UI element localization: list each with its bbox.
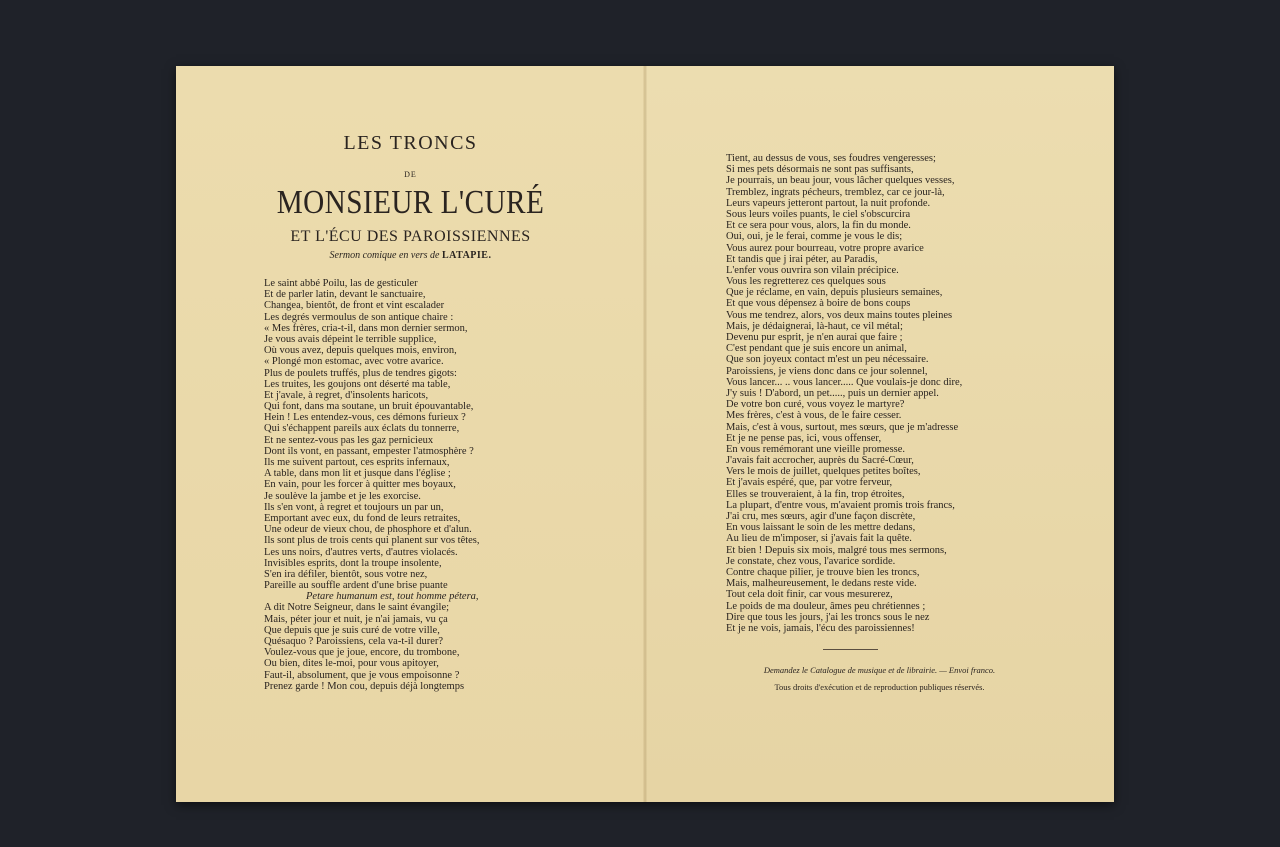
divider-rule — [823, 649, 878, 650]
verse-line: Vous les regretterez ces quelques sous — [726, 276, 886, 288]
verse-line: Où vous avez, depuis quelques mois, environ, — [264, 345, 457, 357]
verse-line: Paroissiens, je viens donc dans ce jour solennel, — [726, 365, 928, 377]
verse-line: Que je réclame, en vain, depuis plusieurs semaines, — [726, 287, 943, 299]
verse-line: A dit Notre Seigneur, dans le saint évangile; — [264, 602, 450, 614]
verse-line: Les degrés vermoulus de son antique chaire : — [264, 311, 454, 323]
verse-line: Que depuis que je suis curé de votre ville, — [264, 624, 440, 636]
verse-line: Et de parler latin, devant le sanctuaire, — [264, 289, 426, 301]
right-verse-block — [726, 153, 1101, 634]
verse-line: Je vous avais dépeint le terrible supplice, — [264, 333, 437, 345]
page-fold — [643, 66, 647, 802]
verse-line: Faut-il, absolument, que je vous empoisonne ? — [264, 669, 460, 681]
verse-line: Vers le mois de juillet, quelques petites boîtes, — [726, 466, 921, 478]
verse-line: « Mes frères, cria-t-il, dans mon dernier sermon, — [264, 322, 468, 334]
verse-line: C'est pendant que je suis encore un animal, — [726, 343, 907, 355]
verse-line: Et que vous dépensez à boire de bons coups — [726, 298, 911, 310]
verse-line: Je pourrais, un beau jour, vous lâcher quelques vesses, — [726, 175, 955, 187]
verse-line: Leurs vapeurs jetteront partout, la nuit profonde. — [726, 197, 931, 209]
verse-line: En vous laissant le soin de les mettre dedans, — [726, 522, 916, 534]
verse-line: Mais, c'est à vous, surtout, mes sœurs, que je m'adresse — [726, 421, 959, 433]
verse-line: Je soulève la jambe et je les exorcise. — [264, 490, 421, 502]
left-verse-block — [264, 278, 609, 692]
verse-line: Contre chaque pilier, je trouve bien les troncs, — [726, 566, 920, 578]
verse-line: Tremblez, ingrats pécheurs, tremblez, car ce jour-là, — [726, 186, 945, 198]
left-page — [176, 66, 645, 802]
verse-line: Et je ne vois, jamais, l'écu des paroissiennes! — [726, 622, 915, 634]
verse-line: Et j'avais espéré, que, par votre ferveur, — [726, 477, 893, 489]
title-line-2: MONSIEUR L'CURÉ — [276, 184, 545, 221]
verse-line: Dont ils vont, en passant, empester l'atmosphère ? — [264, 445, 474, 457]
verse-line: Les uns noirs, d'autres verts, d'autres violacés. — [264, 546, 458, 558]
verse-line: J'y suis ! D'abord, un pet....., puis un dernier appel. — [726, 387, 939, 399]
title-line-3: ET L'ÉCU DES PAROISSIENNES — [290, 228, 531, 245]
title-line-1: LES TRONCS — [343, 132, 478, 154]
verse-line: Hein ! Les entendez-vous, ces démons furieux ? — [264, 412, 466, 424]
right-page — [645, 66, 1114, 802]
verse-line: Vous lancer... .. vous lancer..... Que voulais-je donc dire, — [726, 376, 963, 388]
verse-line: Si mes pets désormais ne sont pas suffisants, — [726, 164, 914, 176]
verse-line: Pareille au souffle ardent d'une brise puante — [264, 580, 448, 592]
verse-line: En vous remémorant une vieille promesse. — [726, 443, 906, 455]
verse-line: « Plongé mon estomac, avec votre avarice. — [264, 356, 444, 368]
subtitle-prefix: Sermon comique en vers de — [329, 250, 440, 261]
verse-line: Et ce sera pour vous, alors, la fin du monde. — [726, 220, 911, 232]
verse-line: Quésaquo ? Paroissiens, cela va-t-il durer? — [264, 636, 444, 647]
verse-line: Invisibles esprits, dont la troupe insolente, — [264, 557, 442, 569]
verse-line: Ils s'en vont, à regret et toujours un par un, — [264, 501, 444, 513]
verse-line: Mais, malheureusement, le dedans reste vide. — [726, 578, 917, 590]
verse-line: En vain, pour les forcer à quitter mes boyaux, — [264, 479, 456, 491]
verse-line: Vous aurez pour bourreau, votre propre avarice — [726, 242, 924, 254]
verse-line: Changea, bientôt, de front et vint escalader — [264, 300, 445, 312]
footer-catalogue: Demandez le Catalogue de musique et de librairie. — Envoi franco. — [763, 665, 996, 675]
verse-line: Tout cela doit finir, car vous mesurerez, — [726, 589, 893, 601]
verse-line: Sous leurs voiles puants, le ciel s'obscurcira — [726, 208, 911, 220]
verse-line: Les truites, les goujons ont déserté ma table, — [264, 378, 451, 390]
verse-line: Une odeur de vieux chou, de phosphore et d'alun. — [264, 524, 472, 536]
verse-line: J'avais fait accrocher, auprès du Sacré-Cœur, — [726, 455, 914, 467]
verse-line: Tient, au dessus de vous, ses foudres vengeresses; — [726, 153, 936, 164]
verse-line: Mais, péter jour et nuit, je n'ai jamais, vu ça — [264, 613, 448, 625]
verse-line: Que son joyeux contact m'est un peu nécessaire. — [726, 354, 929, 366]
verse-line: Plus de poulets truffés, plus de tendres gigots: — [264, 367, 457, 379]
verse-line: Dire que tous les jours, j'ai les troncs sous le nez — [726, 611, 930, 623]
verse-line: Et je ne pense pas, ici, vous offenser, — [726, 432, 882, 444]
verse-line: Ils sont plus de trois cents qui planent sur vos têtes, — [264, 535, 480, 547]
verse-line: Le saint abbé Poilu, las de gesticuler — [264, 278, 418, 289]
verse-line: Mes frères, c'est à vous, de le faire cesser. — [726, 410, 902, 422]
verse-line: De votre bon curé, vous voyez le martyre? — [726, 399, 905, 411]
verse-line: Et tandis que j irai péter, au Paradis, — [726, 253, 878, 265]
document-sheet — [176, 66, 1114, 802]
verse-line: Le poids de ma douleur, âmes peu chrétiennes ; — [726, 600, 926, 612]
verse-line: Voulez-vous que je joue, encore, du trombone, — [264, 647, 460, 659]
verse-line: Prenez garde ! Mon cou, depuis déjà longtemps — [264, 680, 465, 692]
verse-line: Qui font, dans ma soutane, un bruit épouvantable, — [264, 401, 474, 413]
verse-line: Elles se trouveraient, à la fin, trop étroites, — [726, 488, 905, 500]
verse-line: Qui s'échappent pareils aux éclats du tonnerre, — [264, 423, 460, 435]
subtitle-author: LATAPIE. — [442, 250, 492, 261]
verse-line: Devenu pur esprit, je n'en aurai que faire ; — [726, 332, 903, 343]
title-de: DE — [404, 170, 417, 179]
verse-line: S'en ira défiler, bientôt, sous votre nez, — [264, 568, 428, 580]
verse-line: Au lieu de m'imposer, si j'avais fait la quête. — [726, 533, 912, 545]
verse-line: Oui, oui, je le ferai, comme je vous le dis; — [726, 231, 903, 243]
verse-line: Vous me tendrez, alors, vos deux mains toutes pleines — [726, 309, 953, 321]
verse-line: Je constate, chez vous, l'avarice sordide. — [726, 555, 896, 567]
footer-rights: Tous droits d'exécution et de reproduction publiques réservés. — [774, 682, 985, 692]
verse-line: Ils me suivent partout, ces esprits infernaux, — [264, 457, 450, 468]
verse-line: Emportant avec eux, du fond de leurs retraites, — [264, 512, 461, 524]
verse-line: J'ai cru, mes sœurs, agir d'une façon discrète, — [726, 511, 916, 522]
verse-line: Et j'avale, à regret, d'insolents haricots, — [264, 389, 429, 401]
verse-line: Petare humanum est, tout homme pétera, — [306, 591, 479, 603]
verse-line: Mais, je dédaignerai, là-haut, ce vil métal; — [726, 320, 903, 332]
subtitle — [176, 250, 645, 261]
verse-line: La plupart, d'entre vous, m'avaient promis trois francs, — [726, 499, 955, 511]
verse-line: Ou bien, dites le-moi, pour vous apitoyer, — [264, 658, 439, 670]
verse-line: L'enfer vous ouvrira son vilain précipice. — [726, 264, 899, 276]
verse-line: A table, dans mon lit et jusque dans l'église ; — [264, 468, 451, 480]
verse-line: Et bien ! Depuis six mois, malgré tous mes sermons, — [726, 544, 947, 556]
verse-line: Et ne sentez-vous pas les gaz pernicieux — [264, 434, 434, 446]
